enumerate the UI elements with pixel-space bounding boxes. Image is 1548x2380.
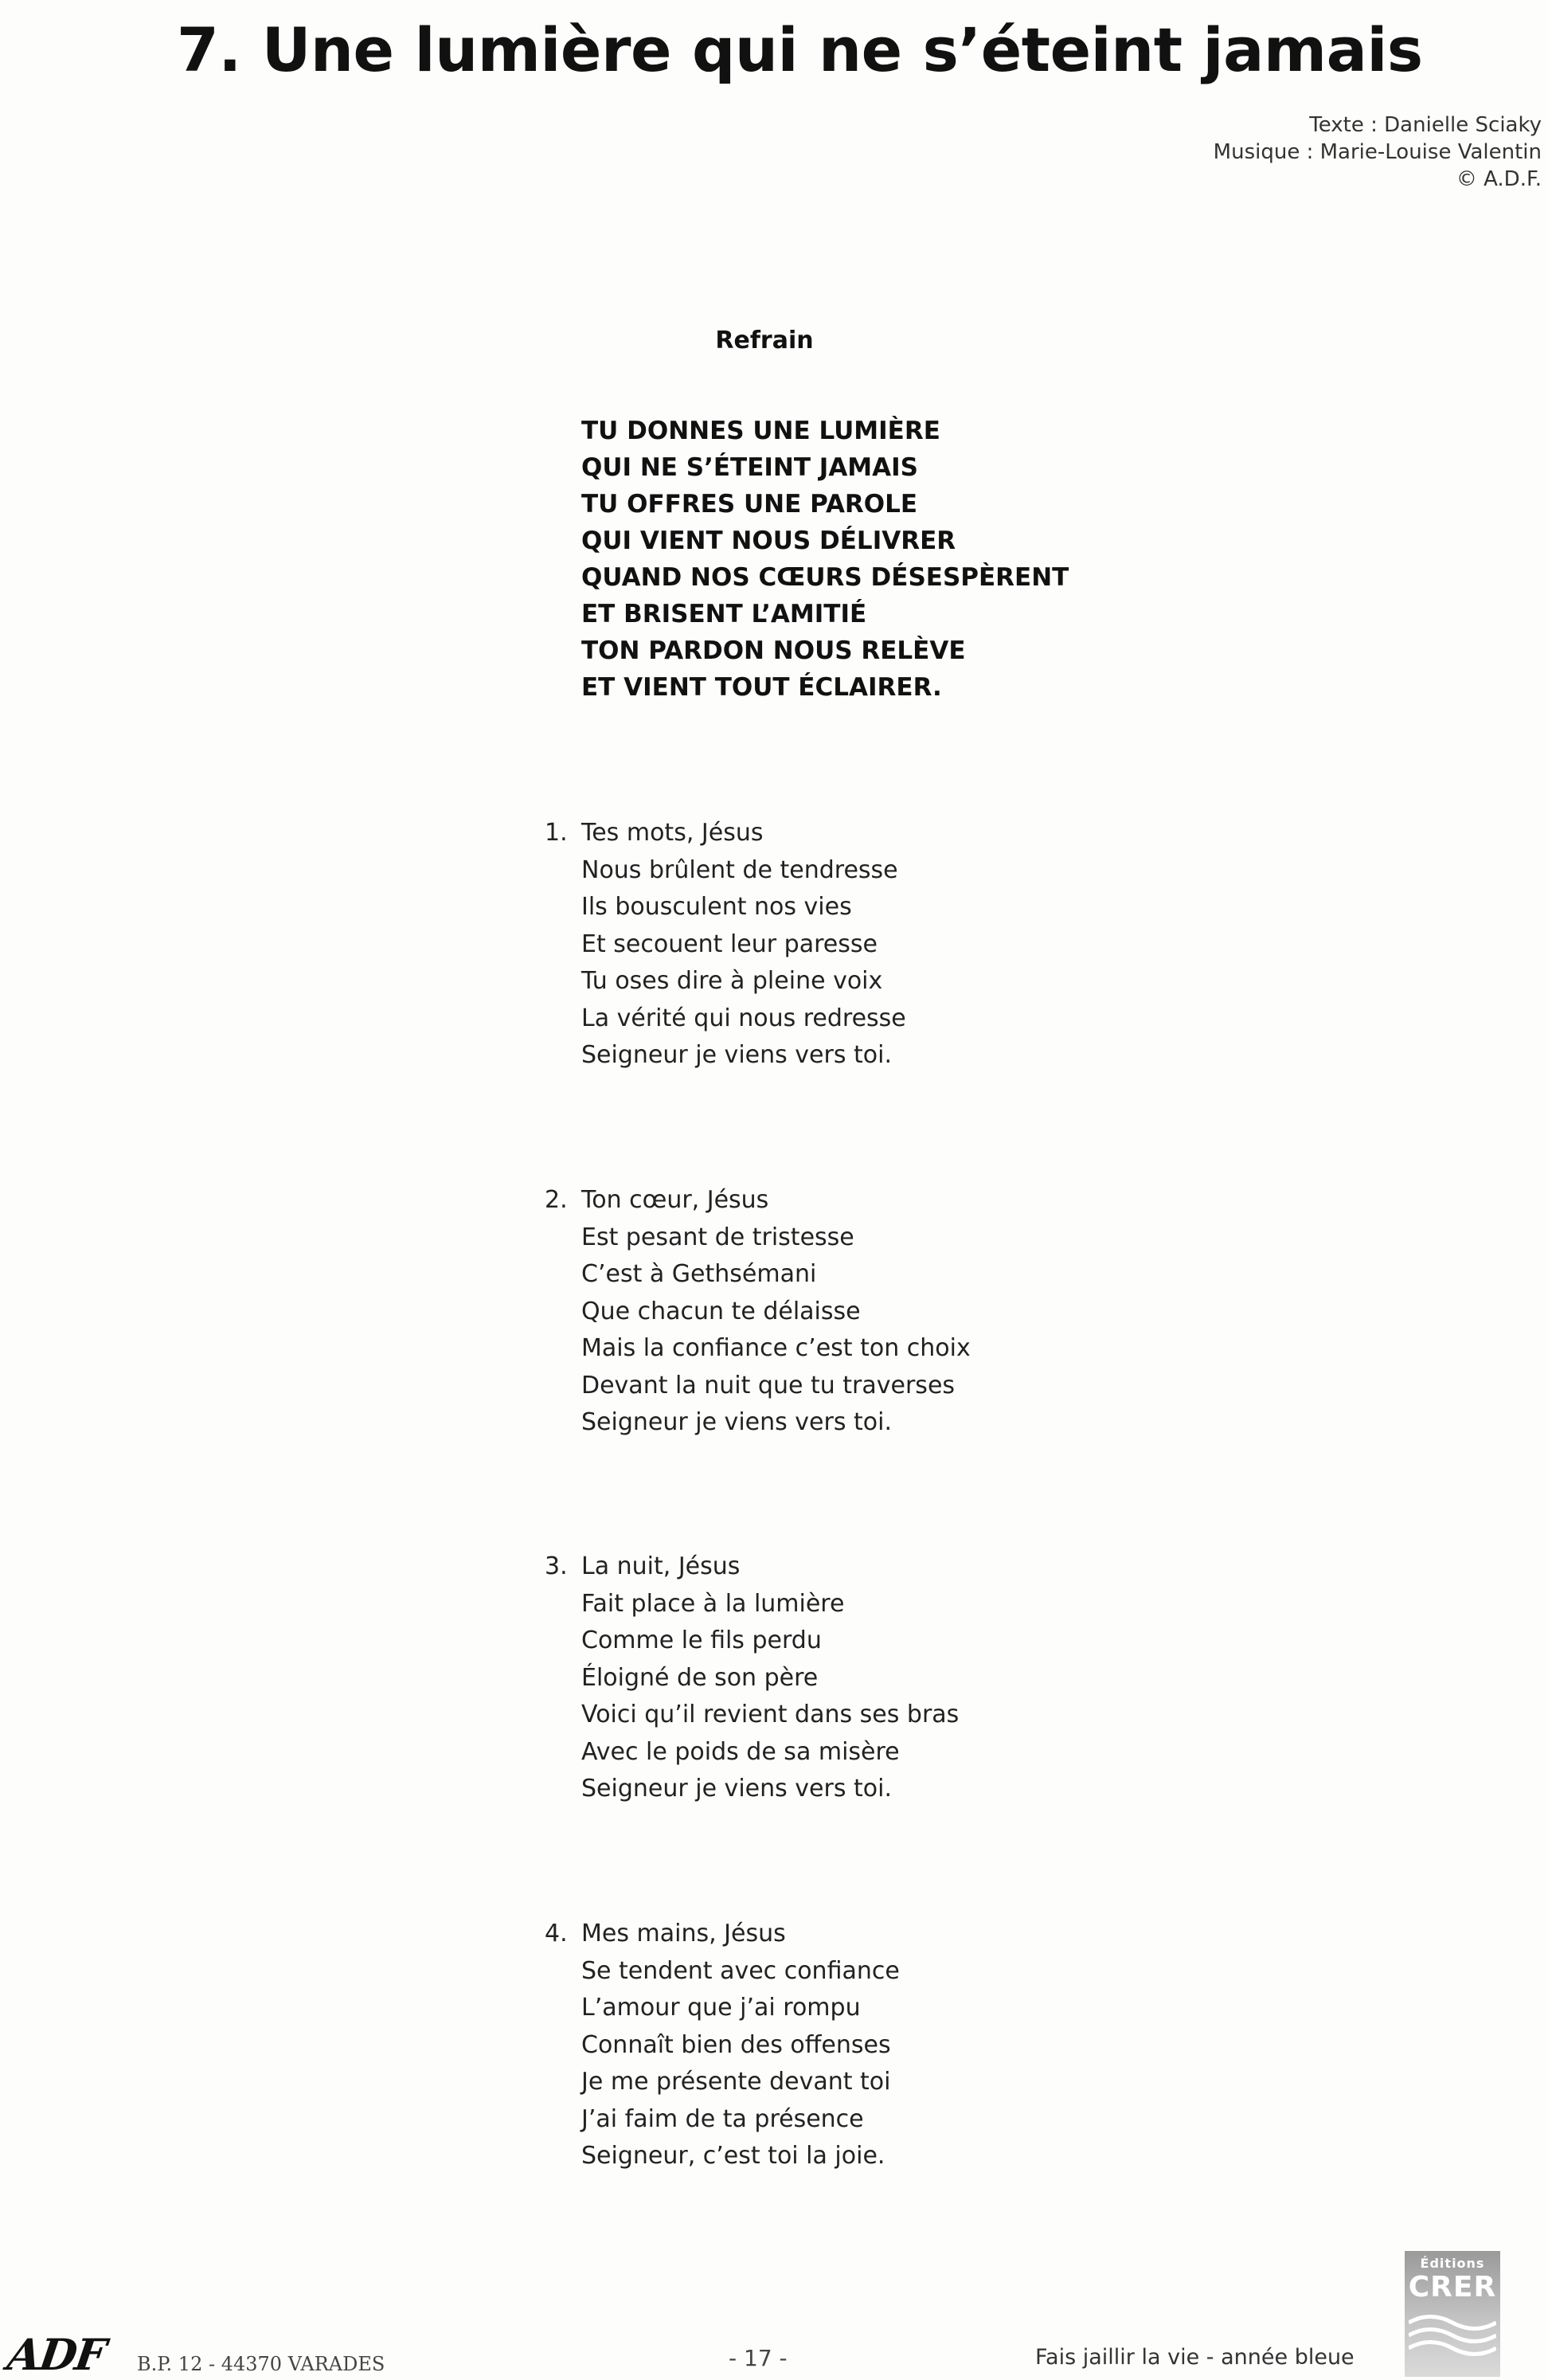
publisher-address: B.P. 12 - 44370 VARADES — [137, 2353, 385, 2375]
copyright: © A.D.F. — [1456, 167, 1542, 191]
verse-line: Tu oses dire à pleine voix — [581, 967, 883, 995]
refrain-line: TON PARDON NOUS RELÈVE — [581, 636, 966, 665]
refrain-line: ET VIENT TOUT ÉCLAIRER. — [581, 673, 942, 702]
refrain-line: QUI VIENT NOUS DÉLIVRER — [581, 526, 956, 555]
verse-number: 4. — [545, 1920, 568, 1947]
verse-2 — [545, 1182, 971, 1442]
refrain-lyrics — [581, 413, 1069, 706]
verse-line: Fait place à la lumière — [581, 1589, 845, 1618]
verse-line: C’est à Gethsémani — [581, 1260, 817, 1288]
refrain-line: QUI NE S’ÉTEINT JAMAIS — [581, 453, 919, 482]
verse-line: Ils bousculent nos vies — [581, 893, 852, 921]
publisher-logo-name: CRER — [1408, 2271, 1497, 2304]
verse-line: Devant la nuit que tu traverses — [581, 1371, 956, 1399]
verse-number: 1. — [545, 819, 568, 847]
verse-3 — [545, 1548, 959, 1808]
verse-line: Avec le poids de sa misère — [581, 1737, 900, 1766]
book-title: Fais jaillir la vie - année bleue — [1035, 2345, 1354, 2370]
page-number: - 17 - — [729, 2345, 788, 2371]
wave-icon — [1409, 2307, 1496, 2362]
verse-line: Je me présente devant toi — [581, 2068, 891, 2096]
verse-line: Seigneur je viens vers toi. — [581, 1041, 892, 1069]
verse-line: J’ai faim de ta présence — [581, 2104, 864, 2133]
verse-line: Comme le fils perdu — [581, 1626, 822, 1654]
verse-line: Ton cœur, Jésus — [581, 1186, 769, 1214]
verse-number: 2. — [545, 1186, 568, 1214]
adf-logo: ADF — [4, 2329, 108, 2380]
verse-line: Voici qu’il revient dans ses bras — [581, 1701, 960, 1728]
verse-line: L’amour que j’ai rompu — [581, 1994, 861, 2022]
verse-line: La nuit, Jésus — [581, 1552, 741, 1580]
verse-number: 3. — [545, 1552, 568, 1580]
verse-line: Mes mains, Jésus — [581, 1920, 786, 1947]
refrain-line: ET BRISENT L’AMITIÉ — [581, 600, 867, 628]
verse-line: Seigneur je viens vers toi. — [581, 1408, 892, 1436]
verse-line: La vérité qui nous redresse — [581, 1004, 906, 1032]
verse-4 — [545, 1916, 900, 2175]
verse-line: Mais la confiance c’est ton choix — [581, 1334, 971, 1362]
verse-line: Nous brûlent de tendresse — [581, 855, 898, 884]
verse-1 — [545, 815, 906, 1075]
verse-line: Seigneur, c’est toi la joie. — [581, 2142, 885, 2170]
credits — [1214, 112, 1542, 193]
verse-line: Seigneur je viens vers toi. — [581, 1775, 892, 1803]
refrain-heading: Refrain — [715, 327, 814, 354]
lyrics-credit: Texte : Danielle Sciaky — [1309, 113, 1542, 137]
verse-line: Est pesant de tristesse — [581, 1223, 854, 1251]
music-credit: Musique : Marie-Louise Valentin — [1213, 140, 1542, 164]
refrain-line: QUAND NOS CŒURS DÉSESPÈRENT — [581, 563, 1069, 592]
song-title: 7. Une lumière qui ne s’éteint jamais — [177, 14, 1423, 85]
verse-line: Connaît bien des offenses — [581, 2030, 891, 2059]
refrain-line: TU OFFRES UNE PAROLE — [581, 490, 918, 519]
verse-line: Éloigné de son père — [581, 1663, 819, 1692]
refrain-line: TU DONNES UNE LUMIÈRE — [581, 417, 940, 445]
publisher-logo-top: Éditions — [1420, 2256, 1485, 2271]
verse-line: Se tendent avec confiance — [581, 1956, 900, 1985]
publisher-logo — [1405, 2251, 1500, 2377]
verse-line: Et secouent leur paresse — [581, 930, 878, 958]
verse-line: Tes mots, Jésus — [581, 819, 764, 847]
verse-line: Que chacun te délaisse — [581, 1297, 861, 1325]
